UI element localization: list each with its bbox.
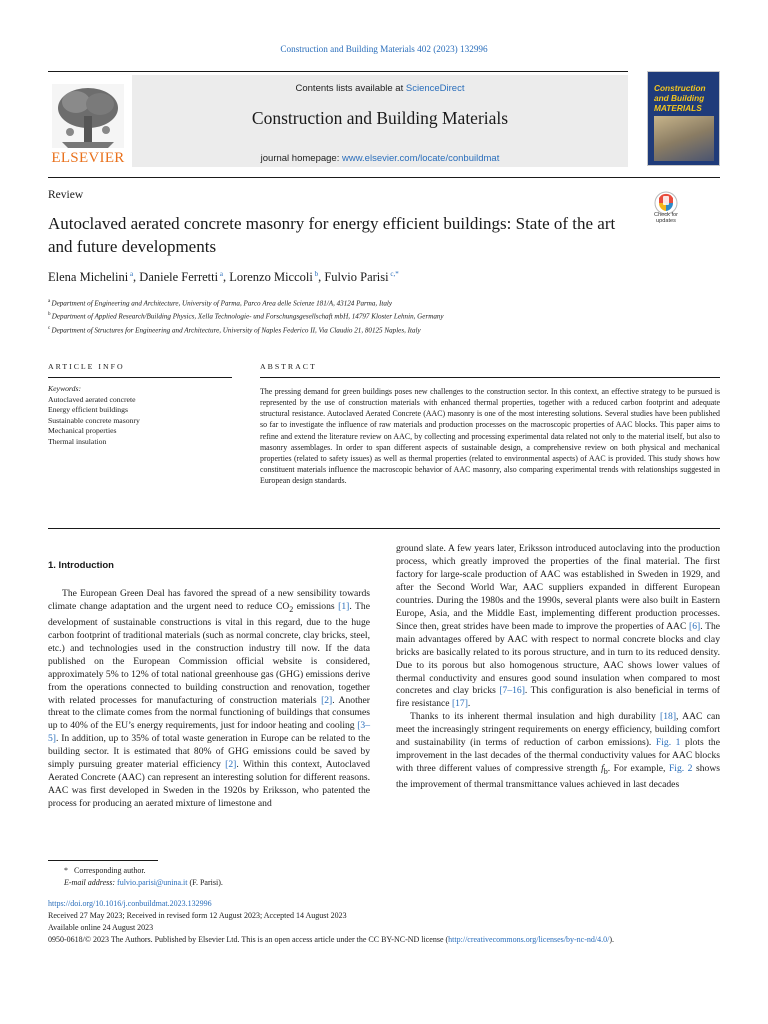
corresponding-author-note [48, 865, 223, 877]
keyword-item: Energy efficient buildings [48, 405, 128, 414]
affiliation-marker: c [48, 325, 52, 331]
publisher-name: ELSEVIER [51, 150, 125, 166]
author-name[interactable]: Lorenzo Miccoli [229, 270, 313, 285]
author-affiliation-marker[interactable]: b [312, 270, 319, 278]
email-label: E-mail address: [64, 878, 116, 887]
abstract-rule [260, 377, 720, 378]
affiliation-marker: a [48, 299, 52, 304]
contents-line [132, 83, 628, 94]
affiliation-list [48, 296, 728, 336]
license-prefix: 0950-0618/© 2023 The Authors. Published by Elsevier Ltd. This is an open access article under the CC BY-NC-ND license ( [48, 935, 449, 944]
body-divider [48, 528, 720, 529]
body-paragraph: Thanks to its inherent thermal insulation and high durability [18], AAC can meet the increasingly stringent requirements on energy efficiency, building comfort and sustainability (in terms of reduction of carbon emissions). Fig. 1 plots the improvement in the last decades of the thermal conductivity values for AAC blocks with three different values of compressive strength $f_b$. For example, Fig. 2 shows the improvement of thermal transmittance values achieved in last decades [396, 711, 721, 791]
masthead-divider [48, 177, 720, 178]
body-column-left: The European Green Deal has favored the spread of a new sensibility towards climate change adaptation and the urgent need to reduce $CO_2$ emissions [1]. The development of sustainable constructions is vital in this regard, due to the huge carbon footprint of traditional materials (such as normal concrete, clay bricks, steel, etc.) and technologies used in the construction industry till now. If the data published on the European Commission official website is considered, approximately 5% to 12% of total national greenhouse gas (GHG) emissions derive from the operations connected to building construction and renovation, together with related processes for manufacturing of construction materials [2]. Another threat to the climate comes from the normal functioning of buildings that consumes up to 40% of the EU’s energy requirements, just for indoor heating and cooling [3–5]. In addition, up to 35% of total waste generation in Europe can be related to the building sector. It is estimated that 80% of GHG emissions could be saved by simply pursuing greater material efficiency [2]. Within this context, Autoclaved Aerated Concrete (AAC) can represent an interesting solution for different reasons. AAC was first developed in Sweden in the 1920s by Eriksson, who patented the process for producing an aerated mixture of limestone and [48, 588, 370, 810]
journal-cover[interactable] [647, 71, 720, 166]
article-type: Review [48, 189, 84, 201]
affiliation-text: Department of Applied Research/Building Physics, Xella Technologie- und Forschungsgesellschaft mbH, 14797 Kloster Lehnin, Germany [51, 312, 444, 321]
keywords-label: Keywords: [48, 384, 82, 393]
author-list: Elena Michelini $^a$, Daniele Ferretti $^a$, Lorenzo Miccoli $^b$, Fulvio Parisi $^{c,*}$ [48, 270, 399, 285]
cover-line-1: Construction [654, 83, 706, 93]
section-heading-introduction: 1. Introduction [48, 560, 114, 571]
author-name[interactable]: Daniele Ferretti [139, 270, 219, 285]
abstract-heading: ABSTRACT [260, 362, 317, 371]
masthead-band [132, 75, 628, 167]
author-affiliation-marker[interactable]: c,* [388, 270, 399, 278]
journal-title: Construction and Building Materials [251, 108, 509, 128]
affiliation-text: Department of Structures for Engineering and Architecture, University of Naples Federico II, Via Claudio 21, 80125 Naples, Italy [51, 326, 421, 335]
affiliation-text: Department of Engineering and Architecture, University of Parma, Parco Area delle Scienze 181/A, 43124 Parma, Italy [51, 299, 392, 308]
journal-citation-header[interactable]: Construction and Building Materials 402 (2023) 132996 [280, 44, 488, 54]
homepage-link[interactable]: www.elsevier.com/locate/conbuildmat [341, 153, 500, 164]
email-link[interactable]: fulvio.parisi@unina.it [117, 878, 188, 887]
keyword-item: Autoclaved aerated concrete [48, 394, 136, 404]
footnote [48, 865, 223, 889]
author-name[interactable]: Fulvio Parisi [324, 270, 389, 285]
license-link[interactable]: http://creativecommons.org/licenses/by-nc-nd/4.0/ [448, 935, 610, 944]
corresponding-label: Corresponding author. [74, 866, 146, 875]
article-info-rule [48, 377, 232, 378]
homepage-line [132, 153, 628, 164]
check-label-line2: updates [656, 218, 676, 225]
email-suffix: (F. Parisi). [189, 878, 223, 887]
email-line [48, 877, 223, 889]
affiliation-marker: b [48, 312, 52, 318]
cover-line-2: and Building [654, 93, 705, 103]
received-dates: Received 27 May 2023; Received in revised form 12 August 2023; Accepted 14 August 2023 [48, 911, 347, 920]
cover-image [654, 116, 714, 161]
affiliation-item [48, 309, 728, 322]
author-affiliation-marker[interactable]: a [128, 270, 134, 278]
keyword-item: Thermal insulation [48, 436, 107, 446]
online-date: Available online 24 August 2023 [48, 923, 154, 932]
article-info-heading: ARTICLE INFO [48, 362, 125, 371]
article-title: Autoclaved aerated concrete masonry for energy efficient buildings: State of the art and future developments [48, 214, 616, 256]
license-suffix: ). [609, 935, 614, 944]
keywords-list [48, 395, 232, 448]
license-line [48, 934, 728, 946]
keyword-item: Sustainable concrete masonry [48, 415, 140, 425]
abstract-text: The pressing demand for green buildings poses new challenges to the construction sector. In this context, an effective strategy to be pursued is represented by the use of construction materials with enhanced thermal properties, together with a reduced carbon footprint and adequate structural resistance. Autoclaved Aerated Concrete (AAC) masonry is one of the most interesting solutions. Several studies have been published so far to investigate the influence of raw materials and production processes on the macroscopic properties of AAC blocks. This paper aims to refine and extend the literature review on AAC, by collecting and processing experimental data related not only to the material itself, but also to masonry assemblages. In order to span different aspects of sustainable design, a comprehensive review on both physical and mechanical properties (related to safety issues) as well as thermal properties (related to environmental aspects) of AAC is provided. This study shows how constituent materials influence the macroscopic behavior of AAC masonry, also comparing experimental trends with relationships suggested in European design standards. [260, 387, 720, 486]
contents-prefix: Contents lists available at [295, 83, 406, 94]
check-for-updates-label[interactable] [644, 212, 688, 225]
body-column-right [396, 543, 720, 792]
footnote-star: * [64, 866, 74, 875]
affiliation-item [48, 296, 728, 309]
sciencedirect-link[interactable]: ScienceDirect [405, 83, 465, 94]
doi-link[interactable]: https://doi.org/10.1016/j.conbuildmat.2023.132996 [48, 899, 212, 908]
keywords-block [48, 384, 232, 447]
body-paragraph: ground slate. A few years later, Eriksson introduced autoclaving into the production process, which greatly improved the properties of the final material. The first factory for large-scale production of AAC was established in Sweden in 1929, and after the Second World War, AAC suppliers expanded in different European countries. During the 1980s and the 1990s, several plants were also built in Eastern Europe, Asia, and the Middle East, implementing different production processes. Since then, great strides have been made to improve the properties of AAC [6]. The main advantages offered by AAC with respect to normal concrete blocks and clay bricks are basically related to its porous structure, and in turn to its reduced density. Due to its porous but also homogenous structure, AAC shows lower values of thermal conductivity and ensures good sound insulation when compared to most concretes and clay bricks [7–16]. This configuration is also beneficial in terms of fire resistance [17]. [396, 543, 721, 710]
homepage-prefix: journal homepage: [260, 153, 342, 164]
footnote-rule [48, 860, 158, 861]
author-affiliation-marker[interactable]: a [218, 270, 223, 278]
publication-info [48, 898, 728, 946]
keyword-item: Mechanical properties [48, 426, 117, 435]
check-label-line1: Check for [654, 212, 678, 218]
affiliation-item [48, 323, 728, 336]
cover-line-3: MATERIALS [654, 103, 702, 113]
journal-masthead [48, 71, 628, 171]
author-name[interactable]: Elena Michelini [48, 270, 129, 285]
